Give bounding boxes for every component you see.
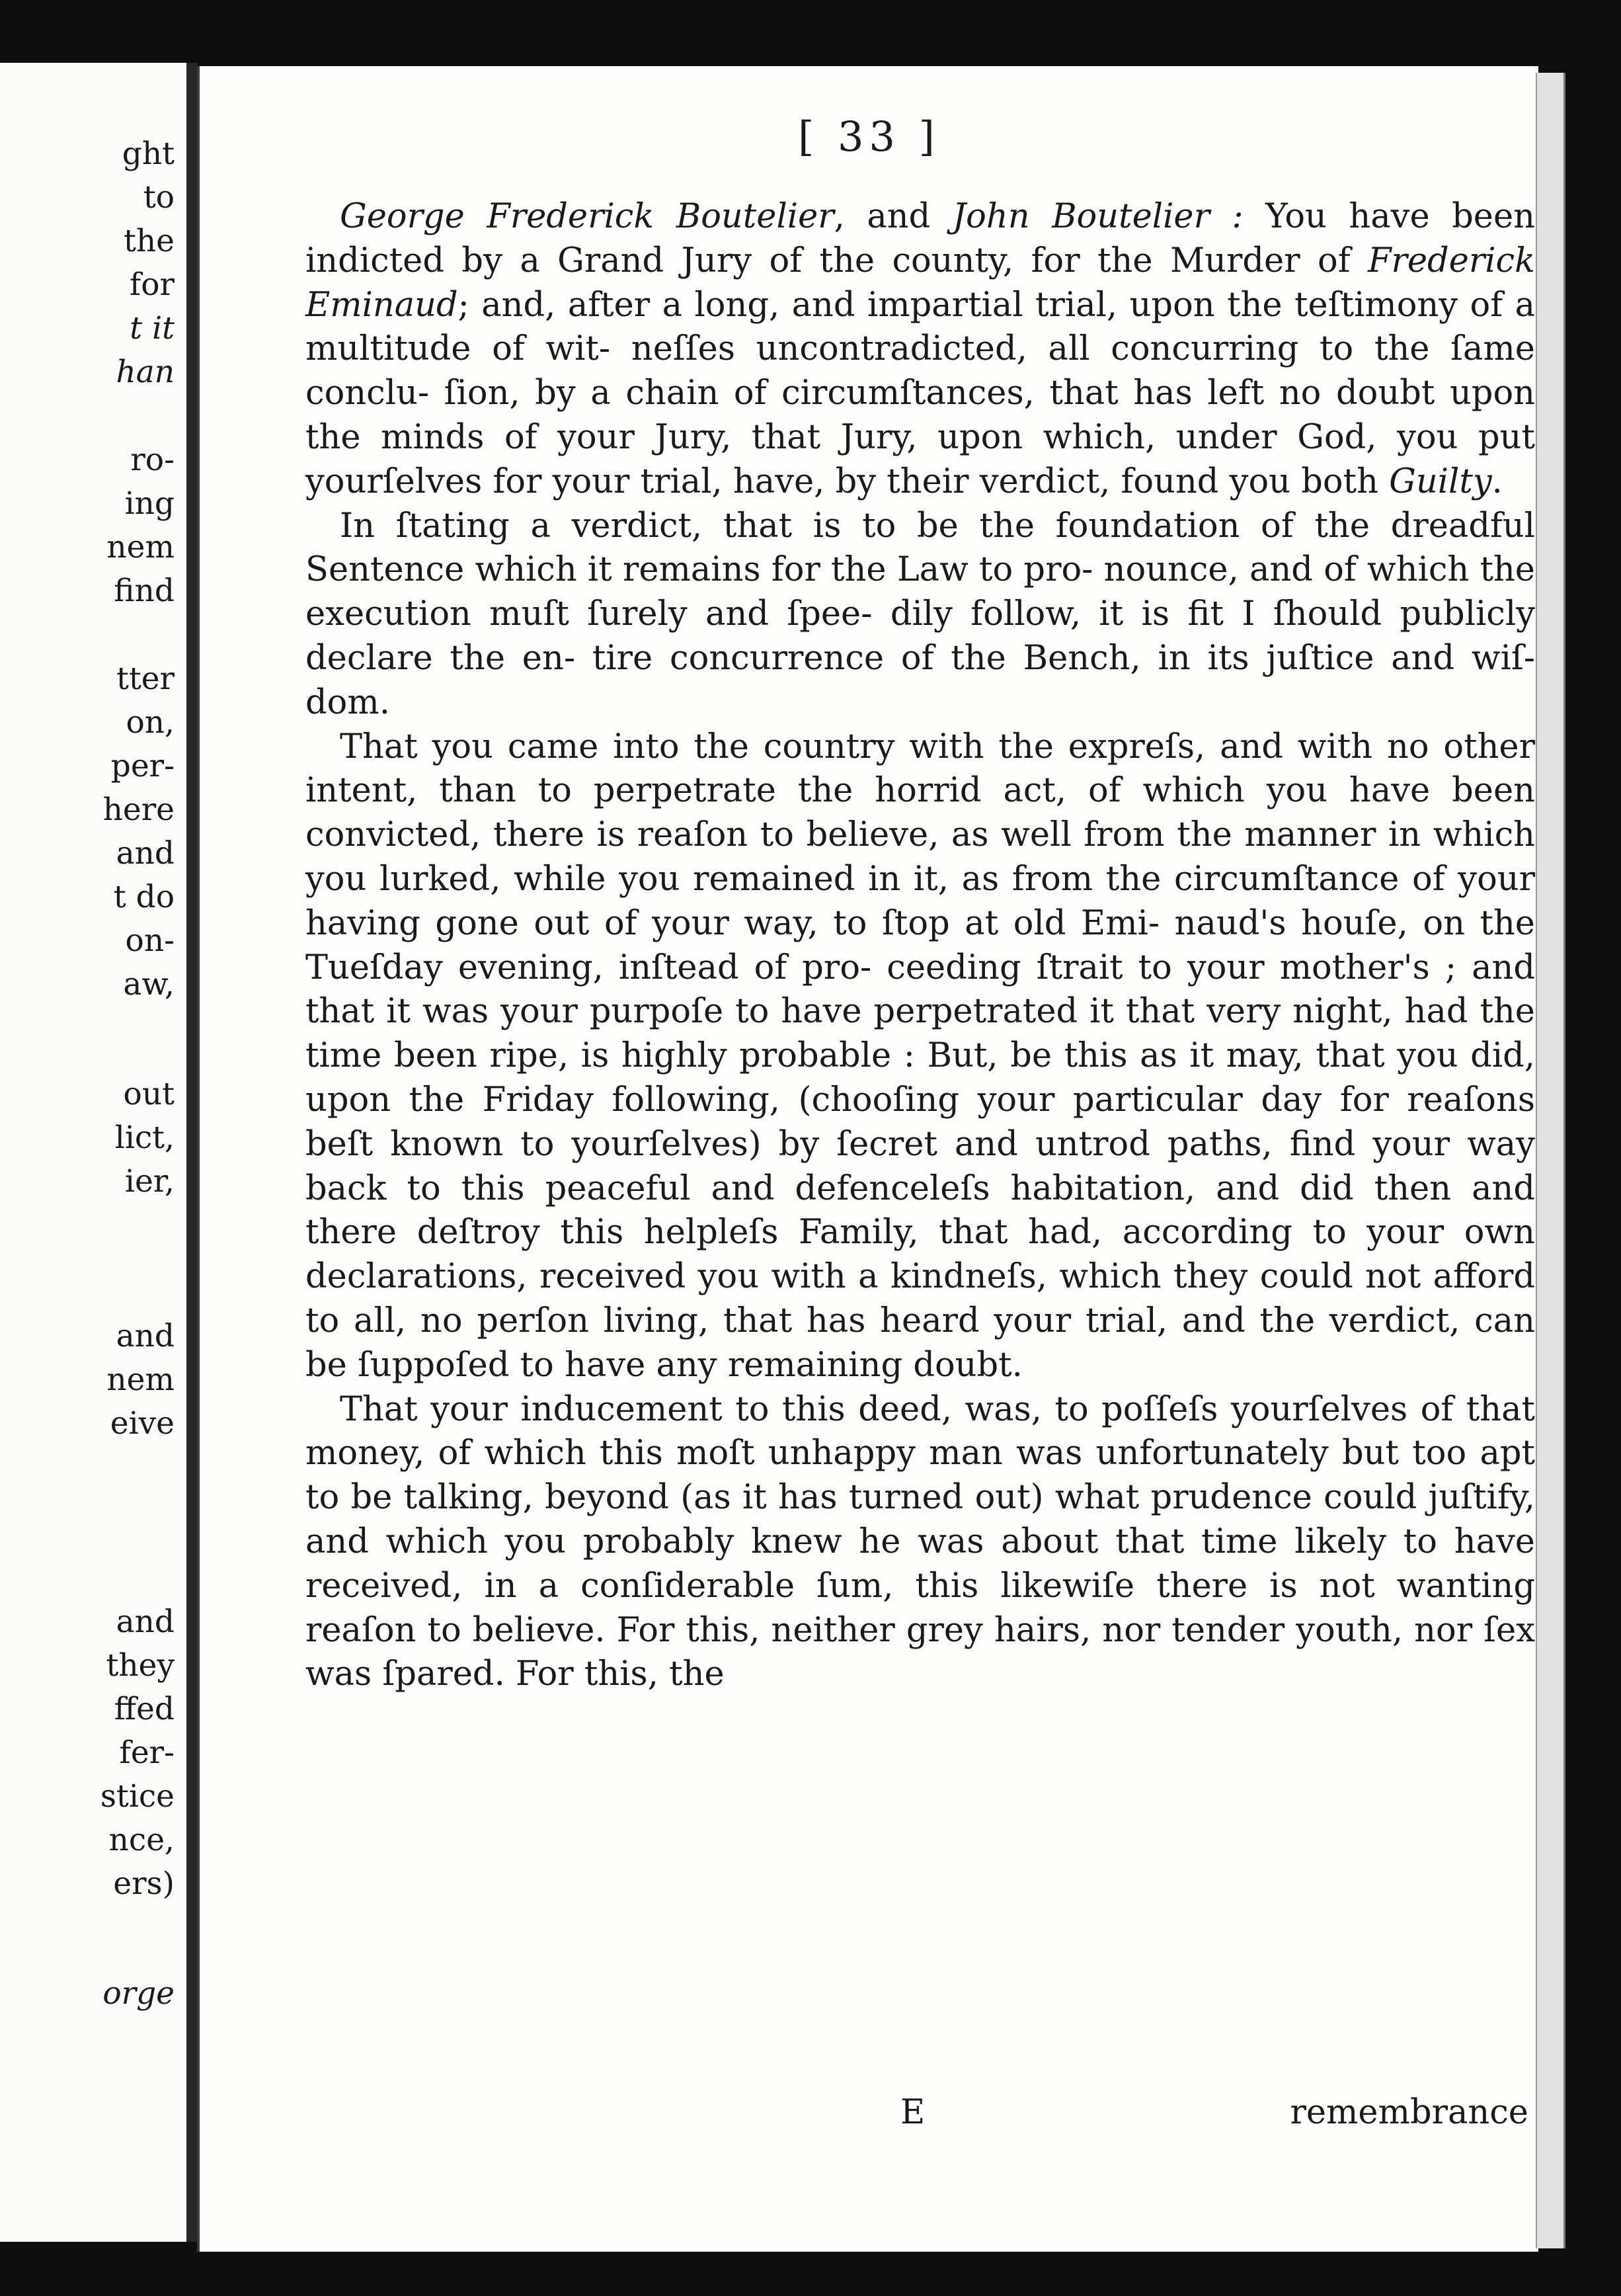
left-page-fragment: to: [143, 179, 175, 216]
text-run: , and: [834, 197, 953, 236]
signature-mark: E: [900, 2093, 926, 2132]
page-number: [ 33 ]: [798, 112, 940, 161]
text-run: That your inducement to this deed, was, to poſſeſs yourſelves of that money, of which this moſt unhappy man was unfortunately but too apt to be talking, beyond (as it has turned out) what prudence could juſtify, and which you probably knew he was about that time likely to have received, in a conſiderable ſum, this likewiſe there is not wanting reaſon to believe. For this, neither grey hairs, nor tender youth, nor ſex was ſpared. For this, the: [305, 1389, 1535, 1694]
left-page-fragment: han: [116, 354, 175, 390]
text-run: .: [1491, 462, 1503, 501]
paragraph: [305, 195, 1535, 505]
left-page-fragment: tter: [116, 661, 175, 697]
left-page-fragment: nce,: [108, 1822, 175, 1858]
text-run: In ſtating a verdict, that is to be the foundation of the dreadful Sentence which it remains for the Law to pro- nounce, and of which the execution muſt ſurely and ſpee- dily follow, it is fit I ſhould publicly declare the en- tire concurrence of the Bench, in its juſtice and wiſ- dom.: [305, 506, 1535, 722]
italic-text: John Boutelier :: [952, 197, 1244, 236]
left-page-fragment: the: [124, 223, 175, 259]
left-page-fragment: find: [114, 573, 175, 609]
left-page-fragment: nem: [106, 529, 175, 565]
left-page-fragment: ffed: [114, 1691, 175, 1727]
left-page-fragment: ing: [124, 485, 175, 522]
text-run: That you came into the country with the expreſs, and with no other intent, than to perpetrate the horrid act, of which you have been convicted, there is reaſon to believe, as well from the manner in which you lurked, while you remained in it, as from the circumſtance of your having gone out of your way, to ſtop at old Emi- naud's houſe, on the Tueſday evening, inſtead of pro- ceeding ſtrait to your mother's ; and that it was your purpoſe to have perpetrated it that very night, had the time been ripe, is highly probable : But, be this as it may, that you did, upon the Friday following, (chooſing your particular day for reaſons beſt known to yourſelves) by ſecret and untrod paths, find your way back to this peaceful and defenceleſs habitation, and did then and there deſtroy this helpleſs Family, that had, according to your own declarations, received you with a kindneſs, which they could not afford to all, no perſon living, that has heard your trial, and the verdict, can be ſuppoſed to have any remaining doubt.: [305, 727, 1535, 1385]
paragraph: [305, 725, 1535, 1388]
left-page-fragment: fer-: [119, 1735, 175, 1771]
left-page-fragment: ro-: [130, 442, 175, 478]
book-gutter: [186, 63, 197, 2242]
italic-text: Guilty: [1389, 462, 1492, 501]
left-page-fragment: stice: [100, 1778, 175, 1815]
paragraph: [305, 1388, 1535, 1698]
text-run: You have been indicted by a Grand Jury of the county, for the Murder of: [305, 197, 1535, 280]
left-page-fragment: on,: [126, 704, 175, 741]
right-page: [197, 66, 1538, 2252]
left-page-fragment: here: [102, 792, 175, 828]
left-page-fragment: on-: [125, 922, 175, 959]
body-text: [305, 195, 1535, 1697]
page-edge: [1536, 73, 1565, 2248]
left-page-fragment: and: [116, 835, 175, 872]
italic-text: George Frederick Boutelier: [340, 197, 834, 236]
left-page-fragment: orge: [102, 1975, 175, 2012]
left-page-fragment: ers): [113, 1866, 175, 1902]
left-page-fragment: eive: [110, 1405, 175, 1442]
left-page-fragment: lict,: [114, 1120, 175, 1156]
text-run: ; and, after a long, and impartial trial, upon the teſtimony of a multitude of wit- neſſes uncontradicted, all concurring to the ſame conclu- ſion, by a chain of circumſtances, that has left no doubt upon the minds of your Jury, that Jury, upon which, under God, you put yourſelves for your trial, have, by their verdict, found you both: [305, 285, 1535, 501]
left-page-fragment: for: [129, 266, 175, 303]
catchword: remembrance: [1290, 2093, 1528, 2132]
left-facing-page: [0, 63, 190, 2242]
left-page-fragment: ght: [122, 136, 175, 172]
left-page-fragment: they: [106, 1647, 175, 1684]
page-footer: [305, 2093, 1528, 2139]
left-page-fragment: and: [116, 1318, 175, 1354]
left-page-fragment: t it: [130, 310, 175, 347]
left-page-fragment: ier,: [124, 1163, 175, 1200]
left-page-fragment: t do: [113, 879, 175, 915]
paragraph: [305, 505, 1535, 725]
left-page-fragment: per-: [110, 748, 175, 784]
left-page-fragment: aw,: [123, 966, 175, 1003]
italic-text: Frederick Eminaud: [305, 241, 1535, 325]
left-page-fragment: and: [116, 1604, 175, 1640]
left-page-fragment: out: [123, 1076, 175, 1112]
left-page-fragment: nem: [106, 1362, 175, 1398]
